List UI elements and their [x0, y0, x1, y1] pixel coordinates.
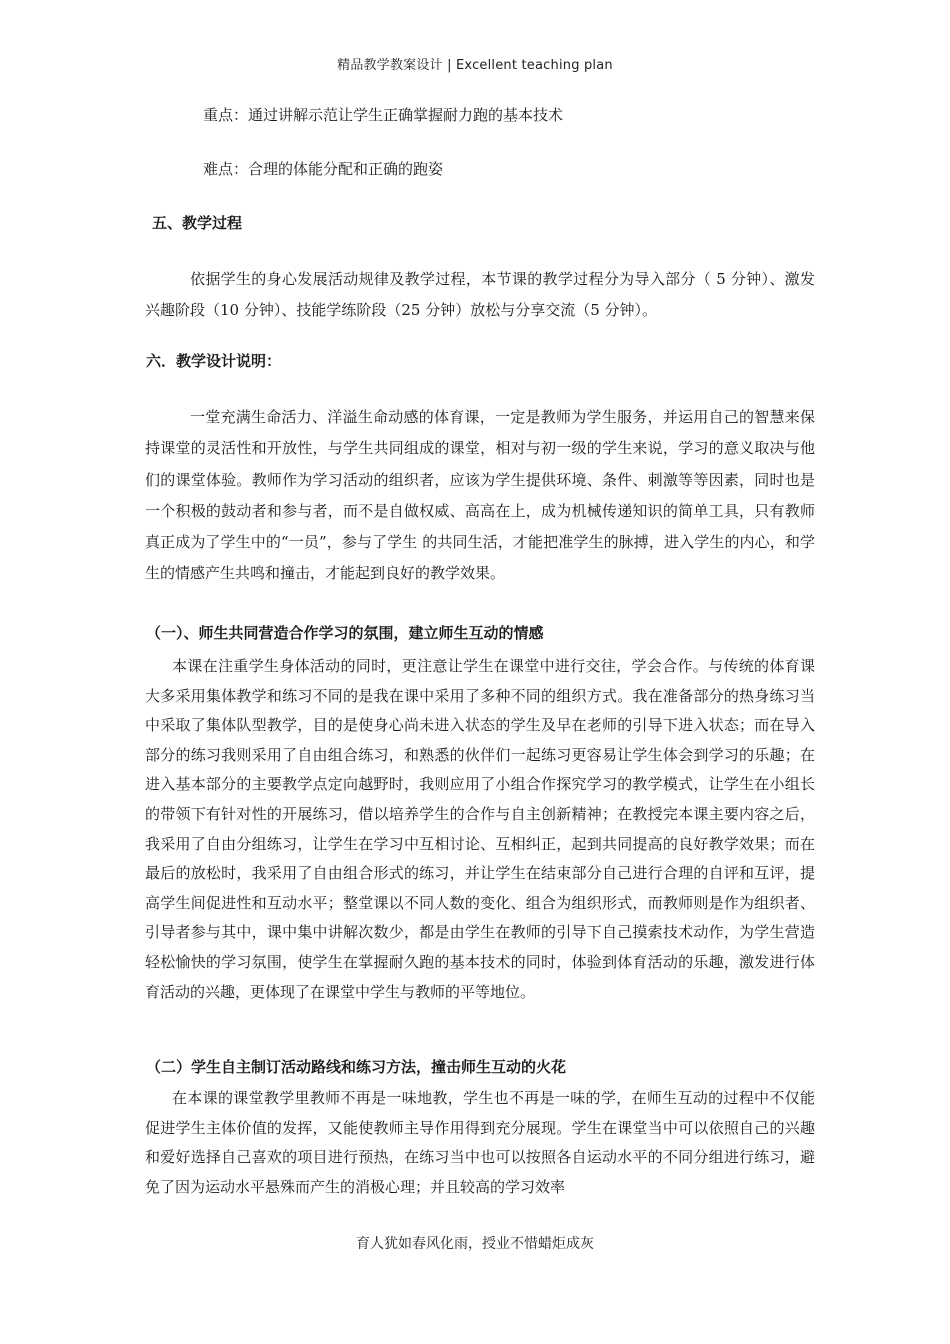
section-5-paragraph: 依据学生的身心发展活动规律及教学过程，本节课的教学过程分为导入部分（ 5 分钟）、激发兴趣阶段（10 分钟）、技能学练阶段（25 分钟）放松与分享交流（5 分钟）。 [145, 270, 815, 320]
subsection-2-body [145, 1084, 815, 1202]
key-point-difficulty: 难点：合理的体能分配和正确的跑姿 [203, 160, 444, 178]
subsection-1-body [145, 652, 815, 1007]
section-6-intro-paragraph: 一堂充满生命活力、洋溢生命动感的体育课，一定是教师为学生服务，并运用自己的智慧来保持课堂的灵活性和开放性，与学生共同组成的课堂，相对与初一级的学生来说，学习的意义取决与他们的课堂体验。教师作为学习活动的组织者，应该为学生提供环境、条件、刺激等等因素，同时也是一个积极的鼓动者和参与者，而不是自做权威、高高在上，成为机械传递知识的简单工具，只有教师真正成为了学生中的“一员”，参与了学生 的共同生活，才能把准学生的脉搏，进入学生的内心，和学生的情感产生共鸣和撞击，才能起到良好的教学效果。 [145, 408, 815, 583]
subsection-1-paragraph: 本课在注重学生身体活动的同时，更注意让学生在课堂中进行交往，学会合作。与传统的体育课大多采用集体教学和练习不同的是我在课中采用了多种不同的组织方式。我在准备部分的热身练习当中采取了集体队型教学，目的是使身心尚未进入状态的学生及早在老师的引导下进入状态；而在导入部分的练习我则采用了自由组合练习，和熟悉的伙伴们一起练习更容易让学生体会到学习的乐趣；在进入基本部分的主要教学点定向越野时，我则应用了小组合作探究学习的教学模式，让学生在小组长的带领下有针对性的开展练习，借以培养学生的合作与自主创新精神；在教授完本课主要内容之后，我采用了自由分组练习，让学生在学习中互相讨论、互相纠正，起到共同提高的良好教学效果；而在最后的放松时，我采用了自由组合形式的练习，并让学生在结束部分自己进行合理的自评和互评，提高学生间促进性和互动水平；整堂课以不同人数的变化、组合为组织形式，而教师则是作为组织者、引导者参与其中，课中集中讲解次数少，都是由学生在教师的引导下自己摸索技术动作，为学生营造轻松愉快的学习氛围，使学生在掌握耐久跑的基本技术的同时，体验到体育活动的乐趣，激发进行体育活动的兴趣，更体现了在课堂中学生与教师的平等地位。 [145, 657, 815, 1001]
subsection-2-paragraph: 在本课的课堂教学里教师不再是一味地教，学生也不再是一味的学，在师生互动的过程中不仅能促进学生主体价值的发挥，又能使教师主导作用得到充分展现。学生在课堂当中可以依照自己的兴趣和爱好选择自己喜欢的项目进行预热，在练习当中也可以按照各自运动水平的不同分组进行练习，避免了因为运动水平悬殊而产生的消极心理；并且较高的学习效率 [145, 1089, 815, 1196]
page-header: 精品教学教案设计 | Excellent teaching plan [337, 58, 613, 73]
page-footer: 育人犹如春风化雨，授业不惜蜡炬成灰 [356, 1236, 594, 1252]
section-5-body [145, 264, 815, 327]
key-point-focus: 重点：通过讲解示范让学生正确掌握耐力跑的基本技术 [203, 106, 564, 124]
section-6-heading: 六．教学设计说明： [146, 352, 282, 370]
section-5-heading: 五、教学过程 [152, 214, 243, 232]
section-6-intro [145, 402, 815, 590]
subsection-1-heading: （一）、师生共同营造合作学习的氛围，建立师生互动的情感 [146, 624, 544, 642]
subsection-2-heading: （二）学生自主制订活动路线和练习方法，撞击师生互动的火花 [146, 1058, 567, 1076]
